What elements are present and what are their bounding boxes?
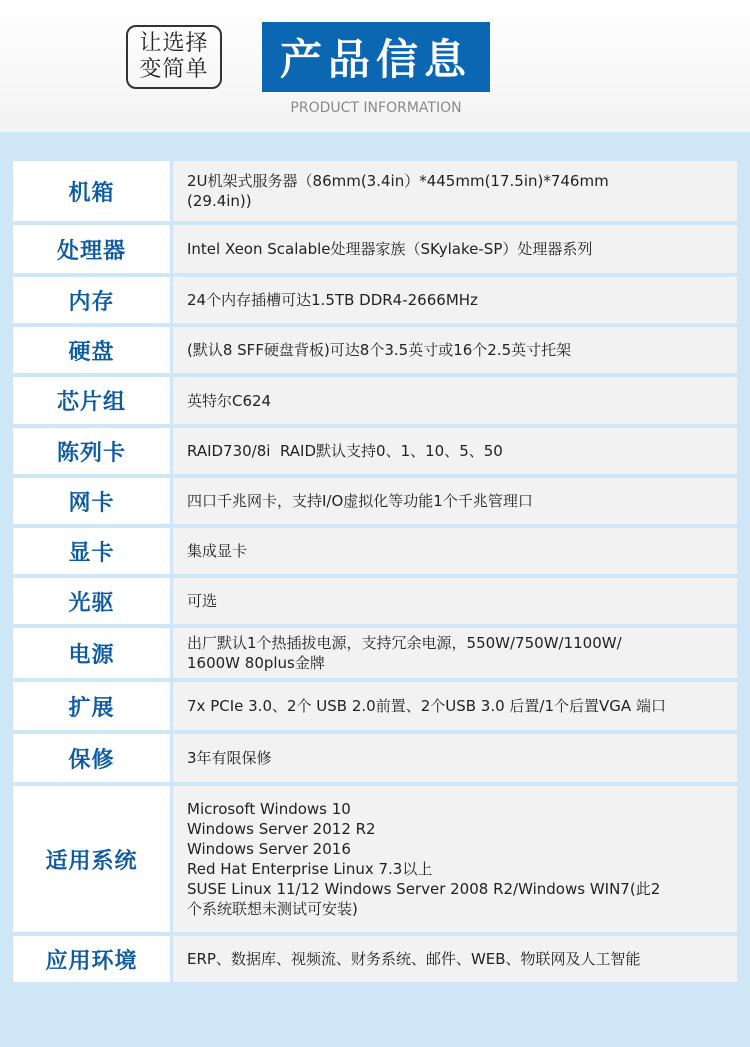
spec-label: 电源 (13, 628, 170, 678)
slogan-line-1: 让选择 (139, 31, 209, 56)
spec-value: ERP、数据库、视频流、财务系统、邮件、WEB、物联网及人工智能 (187, 950, 641, 968)
spec-label: 芯片组 (13, 377, 170, 424)
spec-label: 硬盘 (13, 327, 170, 373)
spec-row (13, 628, 737, 678)
spec-row (13, 578, 737, 624)
slogan-badge (126, 25, 222, 89)
spec-value: 四口千兆网卡，支持I/O虚拟化等功能1个千兆管理口 (187, 492, 533, 510)
page-title: 产品信息 (262, 22, 490, 92)
spec-label: 光驱 (13, 578, 170, 624)
spec-label: 网卡 (13, 478, 170, 524)
page-subtitle: PRODUCT INFORMATION (290, 100, 462, 116)
spec-label: 处理器 (13, 225, 170, 273)
spec-label: 保修 (13, 734, 170, 782)
spec-value: 3年有限保修 (187, 749, 272, 767)
spec-value: 集成显卡 (187, 542, 248, 560)
spec-row (13, 936, 737, 982)
spec-row (13, 377, 737, 424)
spec-value: 2U机架式服务器（86mm(3.4in）*445mm(17.5in)*746mm (29.4in)) (187, 172, 609, 210)
spec-row (13, 786, 737, 932)
spec-value: 7x PCIe 3.0、2个 USB 2.0前置、2个USB 3.0 后置/1个后置VGA 端口 (187, 697, 666, 715)
spec-label: 内存 (13, 277, 170, 323)
spec-value: 可选 (187, 592, 218, 610)
spec-row (13, 161, 737, 221)
spec-label: 扩展 (13, 682, 170, 730)
spec-label: 适用系统 (13, 786, 170, 932)
spec-table (13, 161, 737, 986)
spec-label: 机箱 (13, 161, 170, 221)
spec-row (13, 327, 737, 373)
spec-value: Intel Xeon Scalable处理器家族（SKylake-SP）处理器系列 (187, 240, 593, 258)
slogan-line-2: 变简单 (139, 57, 209, 82)
spec-row (13, 734, 737, 782)
spec-value: (默认8 SFF硬盘背板)可达8个3.5英寸或16个2.5英寸托架 (187, 341, 572, 359)
spec-value: 24个内存插槽可达1.5TB DDR4-2666MHz (187, 291, 478, 309)
spec-value: RAID730/8i RAID默认支持0、1、10、5、50 (187, 442, 503, 460)
spec-row (13, 478, 737, 524)
spec-row (13, 682, 737, 730)
spec-row (13, 528, 737, 574)
spec-label: 应用环境 (13, 936, 170, 982)
spec-label: 显卡 (13, 528, 170, 574)
spec-value: 英特尔C624 (187, 391, 272, 410)
spec-label: 陈列卡 (13, 428, 170, 474)
spec-value: 出厂默认1个热插拔电源，支持冗余电源，550W/750W/1100W/ 1600W 80plus金牌 (187, 634, 622, 672)
spec-row (13, 428, 737, 474)
header (0, 0, 750, 132)
spec-value: Microsoft Windows 10 Windows Server 2012 R2 Windows Server 2016 Red Hat Enterprise Linux 7.3以上 SUSE Linux 11/12 Windows Server 2008 R2/Windows WIN7(此2 个系统联想未测试可安装) (187, 800, 661, 918)
spec-row (13, 225, 737, 273)
spec-row (13, 277, 737, 323)
